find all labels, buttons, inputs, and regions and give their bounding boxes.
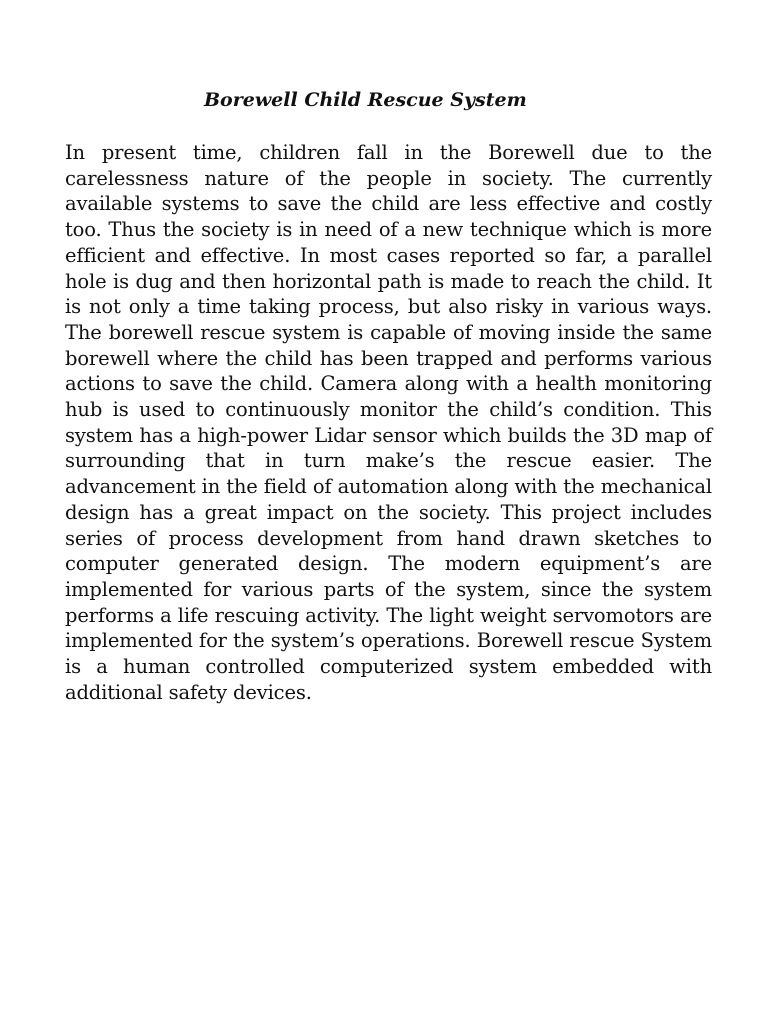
document-title: Borewell Child Rescue System bbox=[204, 89, 527, 111]
body-paragraph: In present time, children fall in the Borewell due to the carelessness nature of the people in society. The currently available systems to save the child are less effective and costly too. Thus the society is in need of a new technique which is more efficient and effective. In most cases reported so far, a parallel hole is dug and then horizontal path is made to reach the child. It is not only a time taking process, but also risky in various ways. The borewell rescue system is capable of moving inside the same borewell where the child has been trapped and performs various actions to save the child. Camera along with a health monitoring hub is used to continuously monitor the child’s condition. This system has a high-power Lidar sensor which builds the 3D map of surrounding that in turn make’s the rescue easier. The advancement in the field of automation along with the mechanical design has a great impact on the society. This project includes series of process development from hand drawn sketches to computer generated design. The modern equipment’s are implemented for various parts of the system, since the system performs a life rescuing activity. The light weight servomotors are implemented for the system’s operations. Borewell rescue System is a human controlled computerized system embedded with additional safety devices. bbox=[65, 141, 712, 704]
